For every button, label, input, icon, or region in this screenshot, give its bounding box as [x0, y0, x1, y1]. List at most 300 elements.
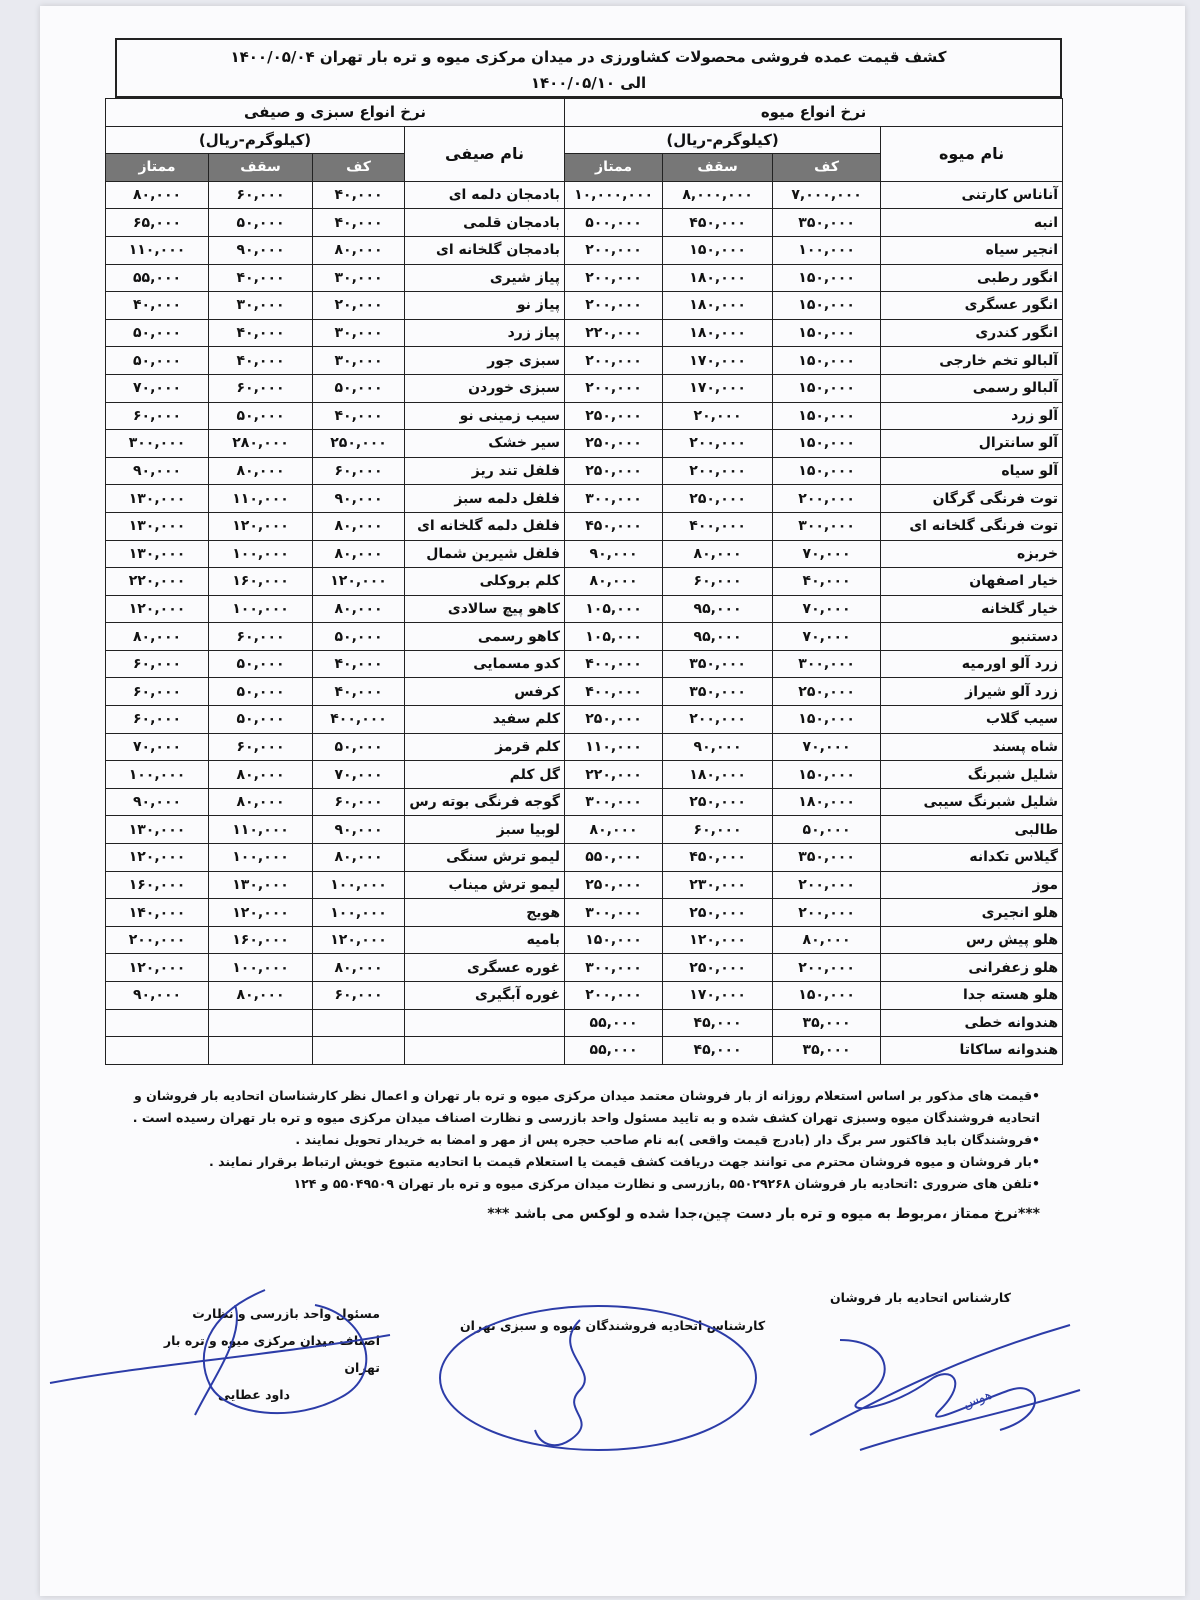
fruit-name-header: نام میوه: [881, 126, 1063, 181]
fruit-premium-cell: ۲۰۰,۰۰۰: [565, 264, 663, 292]
price-table-body: [106, 181, 1063, 1064]
veg-max-cell: ۱۱۰,۰۰۰: [209, 816, 313, 844]
veg-max-header: سقف: [209, 154, 313, 182]
table-row: [106, 788, 1063, 816]
veg-name-cell: سبزی خوردن: [405, 374, 565, 402]
table-row: [106, 706, 1063, 734]
fruit-premium-cell: ۳۰۰,۰۰۰: [565, 485, 663, 513]
fruit-premium-cell: ۲۰۰,۰۰۰: [565, 236, 663, 264]
fruit-name-cell: هلو زعفرانی: [881, 954, 1063, 982]
veg-max-cell: ۸۰,۰۰۰: [209, 761, 313, 789]
fruit-name-cell: انگور کندری: [881, 319, 1063, 347]
veg-min-cell: ۳۰,۰۰۰: [313, 319, 405, 347]
table-row: [106, 761, 1063, 789]
veg-max-cell: ۶۰,۰۰۰: [209, 733, 313, 761]
fruit-premium-cell: ۱۰۵,۰۰۰: [565, 623, 663, 651]
veg-name-cell: هویج: [405, 899, 565, 927]
veg-min-cell: ۴۰,۰۰۰: [313, 678, 405, 706]
veg-name-cell: کاهو رسمی: [405, 623, 565, 651]
signature-title-right: کارشناس اتحادیه بار فروشان: [830, 1290, 1011, 1305]
veg-max-cell: ۱۶۰,۰۰۰: [209, 926, 313, 954]
title-line-1: کشف قیمت عمده فروشی محصولات کشاورزی در میدان مرکزی میوه و تره بار تهران ۱۴۰۰/۰۵/۰۴: [230, 48, 947, 66]
veg-premium-cell: ۹۰,۰۰۰: [106, 788, 209, 816]
fruit-name-cell: طالبی: [881, 816, 1063, 844]
table-row: [106, 623, 1063, 651]
fruit-max-cell: ۸,۰۰۰,۰۰۰: [663, 181, 773, 209]
veg-premium-cell: ۷۰,۰۰۰: [106, 374, 209, 402]
note-invoice: •فروشندگان باید فاکتور سر برگ دار (بادرج قیمت واقعی )به نام صاحب حجره پس از مهر و امضا به خریدار تحویل نمایند .: [295, 1132, 1040, 1147]
veg-min-cell: ۴۰,۰۰۰: [313, 650, 405, 678]
veg-name-cell: لیمو ترش سنگی: [405, 844, 565, 872]
veg-min-cell: ۸۰,۰۰۰: [313, 595, 405, 623]
veg-premium-cell: ۴۰,۰۰۰: [106, 292, 209, 320]
veg-max-cell: ۱۰۰,۰۰۰: [209, 844, 313, 872]
veg-max-cell: ۴۰,۰۰۰: [209, 319, 313, 347]
signature-left-line-1: مسئول واحد بازرسی و نظارت: [192, 1306, 380, 1321]
veg-name-cell: کاهو پیچ سالادی: [405, 595, 565, 623]
fruit-group-header: نرخ انواع میوه: [565, 99, 1063, 127]
note-approval: اتحادیه فروشندگان میوه وسبزی تهران کشف شده و به تایید مسئول واحد بازرسی و نظارت اصناف میدان مرکزی میوه و تره بار تهران رسیده است .: [132, 1110, 1040, 1125]
veg-name-cell: غوره آبگیری: [405, 982, 565, 1010]
veg-premium-cell: ۹۰,۰۰۰: [106, 982, 209, 1010]
veg-premium-cell: ۱۳۰,۰۰۰: [106, 512, 209, 540]
veg-max-cell: ۱۰۰,۰۰۰: [209, 595, 313, 623]
veg-name-cell: [405, 1037, 565, 1065]
veg-name-cell: لیمو ترش میناب: [405, 871, 565, 899]
fruit-premium-cell: ۵۰۰,۰۰۰: [565, 209, 663, 237]
veg-premium-cell: ۱۲۰,۰۰۰: [106, 844, 209, 872]
veg-premium-cell: ۳۰۰,۰۰۰: [106, 430, 209, 458]
table-row: [106, 568, 1063, 596]
fruit-premium-cell: ۲۰۰,۰۰۰: [565, 374, 663, 402]
fruit-min-cell: ۷۰,۰۰۰: [773, 733, 881, 761]
fruit-name-cell: آلبالو تخم خارجی: [881, 347, 1063, 375]
veg-max-cell: ۲۸۰,۰۰۰: [209, 430, 313, 458]
veg-max-cell: ۱۲۰,۰۰۰: [209, 899, 313, 927]
veg-min-cell: ۶۰,۰۰۰: [313, 788, 405, 816]
veg-min-cell: [313, 1037, 405, 1065]
veg-max-cell: ۵۰,۰۰۰: [209, 209, 313, 237]
veg-premium-cell: ۱۱۰,۰۰۰: [106, 236, 209, 264]
veg-max-cell: ۵۰,۰۰۰: [209, 678, 313, 706]
veg-name-cell: فلفل دلمه سبز: [405, 485, 565, 513]
fruit-max-cell: ۴۵,۰۰۰: [663, 1037, 773, 1065]
fruit-min-cell: ۱۵۰,۰۰۰: [773, 264, 881, 292]
veg-name-cell: کلم سفید: [405, 706, 565, 734]
veg-max-cell: ۹۰,۰۰۰: [209, 236, 313, 264]
table-row: [106, 236, 1063, 264]
table-row: [106, 485, 1063, 513]
veg-name-cell: فلفل دلمه گلخانه ای: [405, 512, 565, 540]
document-title: [115, 38, 1062, 98]
fruit-max-cell: ۴۵۰,۰۰۰: [663, 209, 773, 237]
fruit-min-cell: ۱۵۰,۰۰۰: [773, 374, 881, 402]
fruit-max-cell: ۳۵۰,۰۰۰: [663, 678, 773, 706]
fruit-min-cell: ۲۵۰,۰۰۰: [773, 678, 881, 706]
table-row: [106, 347, 1063, 375]
veg-max-cell: ۶۰,۰۰۰: [209, 623, 313, 651]
veg-max-cell: ۱۲۰,۰۰۰: [209, 512, 313, 540]
veg-name-cell: فلفل تند ریز: [405, 457, 565, 485]
fruit-min-cell: ۱۵۰,۰۰۰: [773, 292, 881, 320]
veg-max-cell: ۶۰,۰۰۰: [209, 374, 313, 402]
signature-left-line-2: اصناف میدان مرکزی میوه و تره بار تهران: [163, 1333, 380, 1375]
fruit-premium-cell: ۳۰۰,۰۰۰: [565, 899, 663, 927]
veg-max-cell: [209, 1037, 313, 1065]
fruit-name-cell: شلیل شبرنگ: [881, 761, 1063, 789]
fruit-name-cell: دستنبو: [881, 623, 1063, 651]
table-row: [106, 926, 1063, 954]
veg-min-cell: ۴۰,۰۰۰: [313, 181, 405, 209]
fruit-name-cell: خربزه: [881, 540, 1063, 568]
table-row: [106, 1009, 1063, 1037]
veg-min-cell: ۹۰,۰۰۰: [313, 485, 405, 513]
fruit-max-cell: ۲۵۰,۰۰۰: [663, 954, 773, 982]
fruit-name-cell: خیار گلخانه: [881, 595, 1063, 623]
fruit-name-cell: انگور عسگری: [881, 292, 1063, 320]
fruit-premium-cell: ۵۵,۰۰۰: [565, 1037, 663, 1065]
table-row: [106, 181, 1063, 209]
fruit-min-cell: ۷۰,۰۰۰: [773, 595, 881, 623]
fruit-min-cell: ۱۵۰,۰۰۰: [773, 319, 881, 347]
veg-min-cell: ۱۰۰,۰۰۰: [313, 871, 405, 899]
fruit-name-cell: آلبالو رسمی: [881, 374, 1063, 402]
fruit-max-cell: ۳۵۰,۰۰۰: [663, 650, 773, 678]
fruit-premium-cell: ۴۵۰,۰۰۰: [565, 512, 663, 540]
veg-max-cell: ۱۳۰,۰۰۰: [209, 871, 313, 899]
note-phones: •تلفن های ضروری :اتحادیه بار فروشان ۵۵۰۲۹۲۶۸ ,بازرسی و نظارت میدان مرکزی میوه و تره بار تهران ۵۵۰۴۹۵۰۹ و ۱۲۴: [293, 1176, 1040, 1191]
veg-premium-cell: ۷۰,۰۰۰: [106, 733, 209, 761]
signature-left: [45, 1275, 395, 1455]
fruit-max-cell: ۲۵۰,۰۰۰: [663, 485, 773, 513]
fruit-max-header: سقف: [663, 154, 773, 182]
veg-max-cell: ۱۱۰,۰۰۰: [209, 485, 313, 513]
fruit-max-cell: ۶۰,۰۰۰: [663, 816, 773, 844]
veg-name-cell: [405, 1009, 565, 1037]
veg-max-cell: ۳۰,۰۰۰: [209, 292, 313, 320]
veg-min-cell: ۸۰,۰۰۰: [313, 512, 405, 540]
fruit-name-cell: گیلاس تکدانه: [881, 844, 1063, 872]
veg-premium-cell: ۲۰۰,۰۰۰: [106, 926, 209, 954]
table-row: [106, 264, 1063, 292]
table-row: [106, 650, 1063, 678]
veg-group-header: نرخ انواع سبزی و صیفی: [106, 99, 565, 127]
table-row: [106, 292, 1063, 320]
fruit-min-cell: ۳۵۰,۰۰۰: [773, 209, 881, 237]
veg-max-cell: ۴۰,۰۰۰: [209, 264, 313, 292]
fruit-max-cell: ۲۰۰,۰۰۰: [663, 430, 773, 458]
veg-max-cell: [209, 1009, 313, 1037]
fruit-premium-cell: ۱۱۰,۰۰۰: [565, 733, 663, 761]
fruit-max-cell: ۱۸۰,۰۰۰: [663, 292, 773, 320]
table-row: [106, 374, 1063, 402]
veg-min-cell: ۵۰,۰۰۰: [313, 733, 405, 761]
table-row: [106, 871, 1063, 899]
fruit-max-cell: ۹۵,۰۰۰: [663, 623, 773, 651]
veg-name-cell: غوره عسگری: [405, 954, 565, 982]
veg-premium-cell: ۱۲۰,۰۰۰: [106, 954, 209, 982]
fruit-name-cell: انبه: [881, 209, 1063, 237]
table-row: [106, 954, 1063, 982]
fruit-min-cell: ۲۰۰,۰۰۰: [773, 954, 881, 982]
fruit-min-cell: ۲۰۰,۰۰۰: [773, 899, 881, 927]
fruit-min-cell: ۳۰۰,۰۰۰: [773, 512, 881, 540]
fruit-min-cell: ۱۵۰,۰۰۰: [773, 457, 881, 485]
veg-max-cell: ۸۰,۰۰۰: [209, 982, 313, 1010]
veg-premium-cell: ۸۰,۰۰۰: [106, 623, 209, 651]
fruit-name-cell: هلو انجیری: [881, 899, 1063, 927]
fruit-premium-cell: ۲۲۰,۰۰۰: [565, 761, 663, 789]
fruit-max-cell: ۲۰۰,۰۰۰: [663, 457, 773, 485]
table-row: [106, 209, 1063, 237]
fruit-min-cell: ۱۵۰,۰۰۰: [773, 402, 881, 430]
veg-min-cell: ۸۰,۰۰۰: [313, 954, 405, 982]
fruit-name-cell: هندوانه ساکاتا: [881, 1037, 1063, 1065]
fruit-max-cell: ۱۵۰,۰۰۰: [663, 236, 773, 264]
veg-premium-cell: ۵۰,۰۰۰: [106, 319, 209, 347]
table-row: [106, 512, 1063, 540]
fruit-max-cell: ۱۸۰,۰۰۰: [663, 761, 773, 789]
fruit-name-cell: سیب گلاب: [881, 706, 1063, 734]
veg-premium-cell: ۶۰,۰۰۰: [106, 402, 209, 430]
fruit-name-cell: خیار اصفهان: [881, 568, 1063, 596]
fruit-min-cell: ۱۵۰,۰۰۰: [773, 761, 881, 789]
fruit-name-cell: انجیر سیاه: [881, 236, 1063, 264]
price-table: [105, 98, 1063, 1065]
veg-min-cell: [313, 1009, 405, 1037]
veg-premium-cell: ۶۰,۰۰۰: [106, 706, 209, 734]
veg-min-cell: ۳۰,۰۰۰: [313, 264, 405, 292]
veg-premium-cell: [106, 1009, 209, 1037]
fruit-name-cell: آناناس کارتنی: [881, 181, 1063, 209]
fruit-name-cell: موز: [881, 871, 1063, 899]
fruit-premium-cell: ۲۵۰,۰۰۰: [565, 871, 663, 899]
svg-text:هوس: هوس: [961, 1387, 995, 1412]
veg-name-header: نام صیفی: [405, 126, 565, 181]
fruit-max-cell: ۲۵۰,۰۰۰: [663, 899, 773, 927]
fruit-premium-cell: ۸۰,۰۰۰: [565, 816, 663, 844]
fruit-premium-cell: ۲۰۰,۰۰۰: [565, 982, 663, 1010]
veg-max-cell: ۱۶۰,۰۰۰: [209, 568, 313, 596]
veg-name-cell: لوبیا سبز: [405, 816, 565, 844]
veg-min-cell: ۵۰,۰۰۰: [313, 374, 405, 402]
fruit-premium-cell: ۴۰۰,۰۰۰: [565, 650, 663, 678]
veg-name-cell: پیاز شیری: [405, 264, 565, 292]
table-row: [106, 430, 1063, 458]
veg-min-cell: ۸۰,۰۰۰: [313, 844, 405, 872]
fruit-max-cell: ۴۵۰,۰۰۰: [663, 844, 773, 872]
table-row: [106, 595, 1063, 623]
veg-max-cell: ۱۰۰,۰۰۰: [209, 540, 313, 568]
veg-min-cell: ۸۰,۰۰۰: [313, 236, 405, 264]
veg-name-cell: سیر خشک: [405, 430, 565, 458]
veg-max-cell: ۵۰,۰۰۰: [209, 706, 313, 734]
fruit-max-cell: ۱۲۰,۰۰۰: [663, 926, 773, 954]
veg-premium-cell: ۶۰,۰۰۰: [106, 650, 209, 678]
fruit-min-cell: ۵۰,۰۰۰: [773, 816, 881, 844]
fruit-min-cell: ۱۸۰,۰۰۰: [773, 788, 881, 816]
veg-max-cell: ۵۰,۰۰۰: [209, 402, 313, 430]
veg-max-cell: ۶۰,۰۰۰: [209, 181, 313, 209]
fruit-premium-cell: ۱۵۰,۰۰۰: [565, 926, 663, 954]
veg-name-cell: کلم بروکلی: [405, 568, 565, 596]
fruit-name-cell: زرد آلو شیراز: [881, 678, 1063, 706]
fruit-max-cell: ۴۰۰,۰۰۰: [663, 512, 773, 540]
veg-premium-cell: [106, 1037, 209, 1065]
fruit-premium-cell: ۵۵۰,۰۰۰: [565, 844, 663, 872]
fruit-max-cell: ۴۵,۰۰۰: [663, 1009, 773, 1037]
fruit-name-cell: شلیل شبرنگ سیبی: [881, 788, 1063, 816]
fruit-premium-cell: ۸۰,۰۰۰: [565, 568, 663, 596]
table-row: [106, 402, 1063, 430]
veg-name-cell: بادمجان گلخانه ای: [405, 236, 565, 264]
veg-min-cell: ۷۰,۰۰۰: [313, 761, 405, 789]
fruit-premium-cell: ۲۰۰,۰۰۰: [565, 292, 663, 320]
veg-premium-cell: ۹۰,۰۰۰: [106, 457, 209, 485]
fruit-name-cell: توت فرنگی گرگان: [881, 485, 1063, 513]
fruit-premium-cell: ۴۰۰,۰۰۰: [565, 678, 663, 706]
fruit-name-cell: هلو پیش رس: [881, 926, 1063, 954]
veg-max-cell: ۸۰,۰۰۰: [209, 457, 313, 485]
fruit-premium-cell: ۲۰۰,۰۰۰: [565, 347, 663, 375]
veg-premium-cell: ۵۵,۰۰۰: [106, 264, 209, 292]
fruit-premium-cell: ۲۵۰,۰۰۰: [565, 457, 663, 485]
title-line-2: الی ۱۴۰۰/۰۵/۱۰: [530, 74, 647, 92]
fruit-min-cell: ۱۵۰,۰۰۰: [773, 347, 881, 375]
fruit-premium-cell: ۱۰,۰۰۰,۰۰۰: [565, 181, 663, 209]
table-row: [106, 899, 1063, 927]
veg-unit-header: (کیلوگرم-ریال): [106, 126, 405, 154]
veg-min-cell: ۹۰,۰۰۰: [313, 816, 405, 844]
fruit-min-cell: ۱۵۰,۰۰۰: [773, 706, 881, 734]
veg-name-cell: بادمجان دلمه ای: [405, 181, 565, 209]
veg-min-cell: ۱۰۰,۰۰۰: [313, 899, 405, 927]
veg-min-cell: ۵۰,۰۰۰: [313, 623, 405, 651]
veg-premium-cell: ۱۳۰,۰۰۰: [106, 540, 209, 568]
veg-name-cell: کرفس: [405, 678, 565, 706]
veg-name-cell: گل کلم: [405, 761, 565, 789]
veg-max-cell: ۸۰,۰۰۰: [209, 788, 313, 816]
veg-premium-header: ممتاز: [106, 154, 209, 182]
fruit-min-cell: ۳۵,۰۰۰: [773, 1009, 881, 1037]
fruit-min-cell: ۱۰۰,۰۰۰: [773, 236, 881, 264]
veg-premium-cell: ۶۵,۰۰۰: [106, 209, 209, 237]
veg-min-cell: ۸۰,۰۰۰: [313, 540, 405, 568]
fruit-name-cell: آلو سانترال: [881, 430, 1063, 458]
veg-min-cell: ۴۰,۰۰۰: [313, 402, 405, 430]
table-row: [106, 540, 1063, 568]
table-row: [106, 678, 1063, 706]
veg-premium-cell: ۲۲۰,۰۰۰: [106, 568, 209, 596]
fruit-premium-cell: ۹۰,۰۰۰: [565, 540, 663, 568]
fruit-name-cell: زرد آلو اورمیه: [881, 650, 1063, 678]
fruit-min-cell: ۱۵۰,۰۰۰: [773, 982, 881, 1010]
fruit-max-cell: ۲۵۰,۰۰۰: [663, 788, 773, 816]
veg-min-cell: ۱۲۰,۰۰۰: [313, 926, 405, 954]
veg-min-cell: ۶۰,۰۰۰: [313, 982, 405, 1010]
fruit-min-cell: ۳۵,۰۰۰: [773, 1037, 881, 1065]
note-sources: •قیمت های مذکور بر اساس استعلام روزانه از بار فروشان معتمد میدان مرکزی میوه و تره بار تهران و اعمال نظر کارشناسان اتحادیه بار فروشان و: [134, 1088, 1040, 1103]
veg-max-cell: ۱۰۰,۰۰۰: [209, 954, 313, 982]
fruit-min-cell: ۱۵۰,۰۰۰: [773, 430, 881, 458]
veg-premium-cell: ۶۰,۰۰۰: [106, 678, 209, 706]
veg-name-cell: گوجه فرنگی بوته رس: [405, 788, 565, 816]
fruit-max-cell: ۶۰,۰۰۰: [663, 568, 773, 596]
fruit-max-cell: ۹۵,۰۰۰: [663, 595, 773, 623]
veg-premium-cell: ۱۰۰,۰۰۰: [106, 761, 209, 789]
veg-premium-cell: ۱۳۰,۰۰۰: [106, 816, 209, 844]
fruit-min-cell: ۷,۰۰۰,۰۰۰: [773, 181, 881, 209]
veg-name-cell: سبزی جور: [405, 347, 565, 375]
fruit-premium-cell: ۲۵۰,۰۰۰: [565, 430, 663, 458]
note-premium: ***نرخ ممتاز ،مربوط به میوه و تره بار دست چین،جدا شده و لوکس می باشد ***: [487, 1206, 1040, 1222]
table-row: [106, 319, 1063, 347]
fruit-max-cell: ۲۰۰,۰۰۰: [663, 706, 773, 734]
veg-min-header: کف: [313, 154, 405, 182]
veg-name-cell: بامیه: [405, 926, 565, 954]
fruit-premium-cell: ۵۵,۰۰۰: [565, 1009, 663, 1037]
veg-premium-cell: ۱۴۰,۰۰۰: [106, 899, 209, 927]
fruit-min-cell: ۳۵۰,۰۰۰: [773, 844, 881, 872]
veg-max-cell: ۴۰,۰۰۰: [209, 347, 313, 375]
fruit-name-cell: هندوانه خطی: [881, 1009, 1063, 1037]
veg-min-cell: ۱۲۰,۰۰۰: [313, 568, 405, 596]
veg-premium-cell: ۱۳۰,۰۰۰: [106, 485, 209, 513]
fruit-unit-header: (کیلوگرم-ریال): [565, 126, 881, 154]
fruit-name-cell: هلو هسته جدا: [881, 982, 1063, 1010]
fruit-min-cell: ۷۰,۰۰۰: [773, 540, 881, 568]
veg-name-cell: کلم قرمز: [405, 733, 565, 761]
veg-premium-cell: ۱۶۰,۰۰۰: [106, 871, 209, 899]
fruit-premium-cell: ۳۰۰,۰۰۰: [565, 954, 663, 982]
veg-name-cell: بادمجان قلمی: [405, 209, 565, 237]
fruit-max-cell: ۹۰,۰۰۰: [663, 733, 773, 761]
fruit-premium-cell: ۲۵۰,۰۰۰: [565, 706, 663, 734]
fruit-premium-cell: ۲۲۰,۰۰۰: [565, 319, 663, 347]
table-row: [106, 982, 1063, 1010]
signature-left-name: داود عطایی: [218, 1387, 290, 1402]
table-row: [106, 1037, 1063, 1065]
table-row: [106, 733, 1063, 761]
veg-name-cell: کدو مسمایی: [405, 650, 565, 678]
fruit-min-cell: ۸۰,۰۰۰: [773, 926, 881, 954]
veg-min-cell: ۳۰,۰۰۰: [313, 347, 405, 375]
fruit-name-cell: آلو سیاه: [881, 457, 1063, 485]
veg-min-cell: ۴۰,۰۰۰: [313, 209, 405, 237]
fruit-max-cell: ۱۷۰,۰۰۰: [663, 982, 773, 1010]
fruit-min-cell: ۴۰,۰۰۰: [773, 568, 881, 596]
fruit-max-cell: ۱۷۰,۰۰۰: [663, 374, 773, 402]
veg-premium-cell: ۸۰,۰۰۰: [106, 181, 209, 209]
notes: [120, 1085, 1040, 1225]
fruit-premium-cell: ۳۰۰,۰۰۰: [565, 788, 663, 816]
fruit-premium-cell: ۱۰۵,۰۰۰: [565, 595, 663, 623]
table-row: [106, 816, 1063, 844]
veg-min-cell: ۴۰۰,۰۰۰: [313, 706, 405, 734]
veg-name-cell: سیب زمینی نو: [405, 402, 565, 430]
signature-center: [430, 1300, 770, 1460]
fruit-premium-header: ممتاز: [565, 154, 663, 182]
veg-name-cell: پیاز نو: [405, 292, 565, 320]
fruit-min-cell: ۲۰۰,۰۰۰: [773, 871, 881, 899]
table-row: [106, 457, 1063, 485]
veg-name-cell: فلفل شیرین شمال: [405, 540, 565, 568]
fruit-name-cell: آلو زرد: [881, 402, 1063, 430]
fruit-name-cell: توت فرنگی گلخانه ای: [881, 512, 1063, 540]
fruit-max-cell: ۱۸۰,۰۰۰: [663, 319, 773, 347]
veg-max-cell: ۵۰,۰۰۰: [209, 650, 313, 678]
note-inquiry: •بار فروشان و میوه فروشان محترم می توانند جهت دریافت کشف قیمت یا استعلام قیمت با اتحادیه متبوع خویش ارتباط برقرار نمایند .: [209, 1154, 1040, 1169]
